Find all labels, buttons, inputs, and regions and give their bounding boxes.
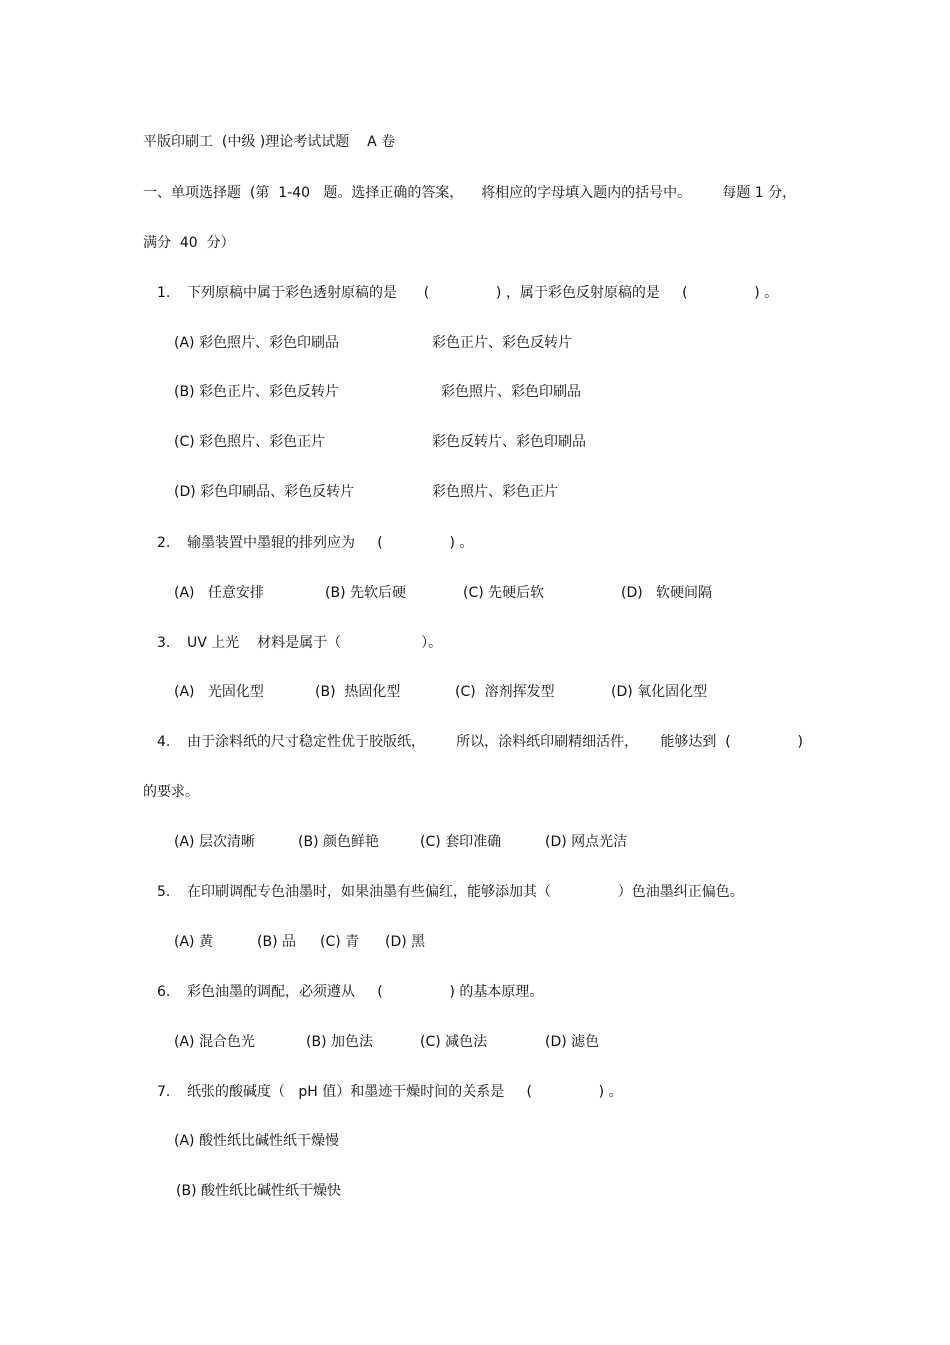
option-a: (A) 酸性纸比碱性纸干燥慢 (174, 1133, 339, 1149)
option-c-left: (C) 彩色照片、彩色正片 (174, 434, 326, 450)
question-number: 5. (157, 884, 171, 900)
option-b: (B) 品 (257, 934, 296, 950)
question-stem-continued: 的要求。 (143, 784, 199, 800)
question-stem: 下列原稿中属于彩色透射原稿的是 ( ) ，属于彩色反射原稿的是 ( ) 。 (187, 285, 779, 301)
option-d-left: (D) 彩色印刷品、彩色反转片 (174, 484, 355, 500)
option-c: (C) 溶剂挥发型 (455, 684, 555, 700)
section-heading: 一、单项选择题 (第 1-40 题。选择正确的答案， 将相应的字母填入题内的括号中。 每题 1 分， (143, 185, 797, 201)
question-stem: 由于涂料纸的尺寸稳定性优于胶版纸， 所以，涂料纸印刷精细活件， 能够达到 ( ) (187, 734, 803, 750)
option-c: (C) 青 (320, 934, 360, 950)
option-a: (A) 任意安排 (174, 585, 264, 601)
option-b: (B) 酸性纸比碱性纸干燥快 (176, 1183, 341, 1199)
option-b: (B) 热固化型 (315, 684, 401, 700)
option-d: (D) 网点光洁 (545, 834, 628, 850)
option-c: (C) 套印准确 (420, 834, 502, 850)
option-c-right: 彩色反转片、彩色印刷品 (432, 434, 586, 450)
option-b: (B) 加色法 (306, 1034, 373, 1050)
option-d: (D) 氧化固化型 (611, 684, 708, 700)
question-stem: 输墨装置中墨辊的排列应为 ( ) 。 (187, 535, 474, 551)
option-d: (D) 黑 (385, 934, 426, 950)
option-a: (A) 黄 (174, 934, 213, 950)
option-d-right: 彩色照片、彩色正片 (432, 484, 558, 500)
option-a: (A) 光固化型 (174, 684, 264, 700)
option-a: (A) 混合色光 (174, 1034, 255, 1050)
question-stem: UV 上光 材料是属于（ ）。 (187, 635, 443, 651)
option-c: (C) 先硬后软 (463, 585, 545, 601)
option-a: (A) 层次清晰 (174, 834, 255, 850)
question-stem: 彩色油墨的调配，必须遵从 ( ) 的基本原理。 (187, 984, 544, 1000)
option-b: (B) 颜色鲜艳 (298, 834, 379, 850)
option-a-left: (A) 彩色照片、彩色印刷品 (174, 335, 339, 351)
question-number: 2. (157, 535, 171, 551)
option-b-left: (B) 彩色正片、彩色反转片 (174, 384, 339, 400)
question-number: 3. (157, 635, 171, 651)
question-stem: 在印刷调配专色油墨时，如果油墨有些偏红，能够添加其（ ）色油墨纠正偏色。 (187, 884, 744, 900)
option-d: (D) 软硬间隔 (621, 585, 713, 601)
question-number: 6. (157, 984, 171, 1000)
question-number: 7. (157, 1084, 171, 1100)
document-title: 平版印刷工 (中级 )理论考试试题 A 卷 (143, 134, 396, 150)
option-d: (D) 滤色 (545, 1034, 600, 1050)
question-number: 1. (157, 285, 171, 301)
question-stem: 纸张的酸碱度（ pH 值）和墨迹干燥时间的关系是 ( ) 。 (187, 1084, 623, 1100)
section-heading-continued: 满分 40 分） (143, 235, 235, 251)
option-a-right: 彩色正片、彩色反转片 (432, 335, 572, 351)
option-b-right: 彩色照片、彩色印刷品 (441, 384, 581, 400)
option-b: (B) 先软后硬 (325, 585, 406, 601)
option-c: (C) 减色法 (420, 1034, 488, 1050)
question-number: 4. (157, 734, 171, 750)
